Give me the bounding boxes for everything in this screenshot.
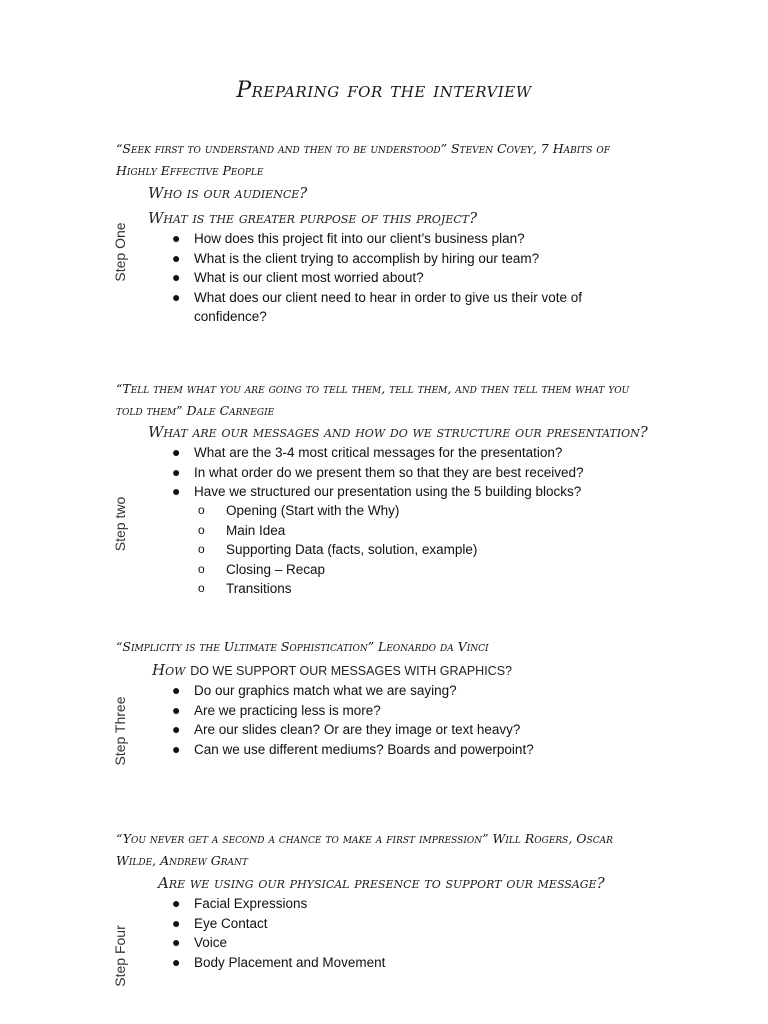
step-one-label: Step One xyxy=(112,222,128,282)
question-audience: Who is our audience? xyxy=(148,184,308,202)
list-item: ● Do our graphics match what we are saying? xyxy=(170,681,610,701)
bullet-icon: ● xyxy=(172,269,181,285)
step-four-bullet-list xyxy=(170,894,610,972)
list-item: ● What are the 3-4 most critical messages for the presentation? xyxy=(170,443,610,463)
circle-bullet-icon: o xyxy=(198,522,205,537)
list-item: ● Are we practicing less is more? xyxy=(170,701,610,721)
quote-carnegie: “Tell them what you are going to tell them, tell them, and then tell them what you told them” Dale Carnegie xyxy=(116,381,630,418)
list-item: ● What is our client most worried about? xyxy=(170,268,610,288)
quote-da-vinci: “Simplicity is the Ultimate Sophistication” Leonardo da Vinci xyxy=(116,639,489,654)
question-messages-structure: What are our messages and how do we structure our presentation? xyxy=(148,423,648,441)
step-three-bullet-list xyxy=(170,681,610,759)
page-title: Preparing for the interview xyxy=(236,78,532,103)
quote-covey: “Seek first to understand and then to be understood” Steven Covey, 7 Habits of Highly Effective People xyxy=(116,141,611,178)
circle-bullet-icon: o xyxy=(198,503,205,517)
list-item: o Opening (Start with the Why) xyxy=(198,501,598,521)
list-item: ● Facial Expressions xyxy=(170,894,610,914)
list-item: ● Body Placement and Movement xyxy=(170,953,610,973)
list-item: ● Have we structured our presentation using the 5 building blocks? xyxy=(170,482,610,502)
bullet-icon: ● xyxy=(172,895,181,911)
step-three-label: Step Three xyxy=(112,696,128,766)
bullet-icon: ● xyxy=(172,444,181,460)
list-item: o Main Idea xyxy=(198,521,598,541)
bullet-icon: ● xyxy=(172,740,181,757)
list-item: ● Voice xyxy=(170,933,610,953)
list-item: ● What does our client need to hear in order to give us their vote of confidence? xyxy=(172,288,582,324)
bullet-icon: ● xyxy=(172,483,181,499)
circle-bullet-icon: o xyxy=(198,581,205,595)
question-graphics: How DO WE SUPPORT OUR MESSAGES WITH GRAPHICS? xyxy=(152,661,512,679)
bullet-icon: ● xyxy=(172,288,181,305)
list-item: o Supporting Data (facts, solution, example) xyxy=(198,540,598,560)
bullet-icon: ● xyxy=(172,721,181,737)
bullet-icon: ● xyxy=(172,914,181,931)
circle-bullet-icon: o xyxy=(198,561,205,576)
bullet-icon: ● xyxy=(172,701,181,718)
question-physical-presence: Are we using our physical presence to support our message? xyxy=(158,874,605,892)
circle-bullet-icon: o xyxy=(198,542,205,556)
bullet-icon: ● xyxy=(172,934,181,950)
question-purpose: What is the greater purpose of this project? xyxy=(148,209,478,227)
list-item: ● What is the client trying to accomplish by hiring our team? xyxy=(170,249,610,269)
list-item: o Transitions xyxy=(198,579,598,599)
list-item: ● In what order do we present them so that they are best received? xyxy=(170,463,610,483)
bullet-icon: ● xyxy=(172,682,181,698)
step-two-bullet-list xyxy=(170,443,610,502)
step-four-label: Step Four xyxy=(112,925,128,987)
step-one-bullet-list xyxy=(170,229,610,327)
quote-first-impression: “You never get a second a chance to make a first impression” Will Rogers, Oscar Wilde, Andrew Grant xyxy=(116,831,613,868)
list-item: ● Are our slides clean? Or are they image or text heavy? xyxy=(170,720,610,740)
bullet-icon: ● xyxy=(172,249,181,266)
list-item: ● How does this project fit into our client’s business plan? xyxy=(170,229,610,249)
building-blocks-list xyxy=(198,501,598,599)
step-two-label: Step two xyxy=(112,496,128,552)
bullet-icon: ● xyxy=(172,463,181,480)
list-item: ● Can we use different mediums? Boards and powerpoint? xyxy=(170,740,610,760)
bullet-icon: ● xyxy=(172,230,181,246)
bullet-icon: ● xyxy=(172,953,181,970)
list-item: ● Eye Contact xyxy=(170,914,610,934)
list-item: o Closing – Recap xyxy=(198,560,598,580)
